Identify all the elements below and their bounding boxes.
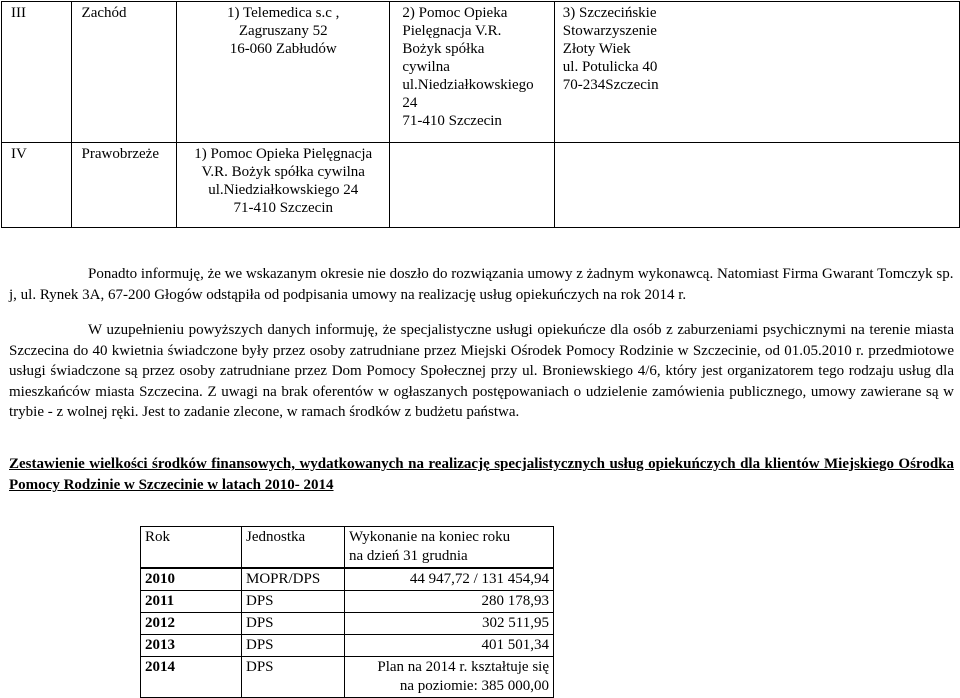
header-value <box>345 527 554 569</box>
value-line: Plan na 2014 r. kształtuje się <box>377 659 549 675</box>
provider-line: Bożyk spółka <box>402 41 485 57</box>
value-cell: 280 178,93 <box>345 591 554 613</box>
provider-line: 71-410 Szczecin <box>402 113 502 129</box>
provider-cell <box>177 2 390 143</box>
provider-line: 1) Telemedica s.c , <box>227 5 340 21</box>
provider-line: Zagruszany 52 <box>238 23 328 39</box>
provider-line: 16-060 Zabłudów <box>229 41 337 57</box>
provider-line: 1) Pomoc Opieka Pielęgnacja <box>194 146 373 162</box>
provider-cell <box>554 2 959 143</box>
provider-line: cywilna <box>402 59 450 75</box>
provider-line: 2) Pomoc Opieka <box>402 5 508 21</box>
provider-cell <box>390 2 554 143</box>
provider-line: 3) Szczecińskie <box>562 5 657 21</box>
provider-line: ul. Potulicka 40 <box>562 59 658 75</box>
header-year: Rok <box>141 527 242 569</box>
region-row <box>2 2 960 143</box>
unit-cell: DPS <box>242 657 345 698</box>
paragraph-contract-info: Ponadto informuję, że we wskazanym okresie nie doszło do rozwiązania umowy z żadnym wykonawcą. Natomiast Firma Gwarant Tomczyk sp. j, ul. Rynek 3A, 67-200 Głogów odstąpiła od podpisania umowy na realizację usług opiekuńczych na rok 2014 r. <box>9 266 954 303</box>
value-cell: 401 501,34 <box>345 635 554 657</box>
region-name: Prawobrzeże <box>71 143 177 228</box>
table-row <box>141 613 554 635</box>
table-row <box>141 635 554 657</box>
year-cell: 2014 <box>141 657 242 698</box>
summary-table <box>140 526 554 698</box>
year-cell: 2013 <box>141 635 242 657</box>
region-row <box>2 143 960 228</box>
summary-heading: Zestawienie wielkości środków finansowych, wydatkowanych na realizację specjalistycznych usług opiekuńczych dla klientów Miejskiego Ośrodka Pomocy Rodzinie w Szczecinie w latach 2010- 2014 <box>9 456 954 493</box>
provider-line: 70-234Szczecin <box>562 77 659 93</box>
summary-header-row <box>141 527 554 569</box>
header-value-line: Wykonanie na koniec roku <box>349 529 511 545</box>
header-unit: Jednostka <box>242 527 345 569</box>
region-number: IV <box>2 143 72 228</box>
providers-table <box>1 1 960 228</box>
value-cell <box>345 657 554 698</box>
table-row <box>141 568 554 591</box>
provider-line: ul.Niedziałkowskiego 24 <box>208 182 359 198</box>
value-cell: 44 947,72 / 131 454,94 <box>345 568 554 591</box>
provider-line: Złoty Wiek <box>562 41 631 57</box>
provider-line: Pielęgnacja V.R. <box>402 23 502 39</box>
provider-line: V.R. Bożyk spółka cywilna <box>201 164 365 180</box>
unit-cell: DPS <box>242 635 345 657</box>
year-cell: 2010 <box>141 568 242 591</box>
paragraph-specialist-services: W uzupełnieniu powyższych danych informuję, że specjalistyczne usługi opiekuńcze dla osób z zaburzeniami psychicznymi na terenie miasta Szczecina do 40 kwietnia świadczone były przez osoby zatrudniane przez Miejski Ośrodek Pomocy Rodzinie w Szczecinie, od 01.05.2010 r. przedmiotowe usługi świadczone są przez osoby zatrudniane przez Dom Pomocy Społecznej przy ul. Broniewskiego 4/6, który jest organizatorem tego rodzaju usług dla mieszkańców miasta Szczecina. Z uwagi na brak oferentów w ogłaszanych postępowaniach o udzielenie zamówienia publicznego, umowy zawierane są w trybie - z wolnej ręki. Jest to zadanie zlecone, w ramach środków z budżetu państwa. <box>9 322 954 420</box>
table-row <box>141 657 554 698</box>
unit-cell: MOPR/DPS <box>242 568 345 591</box>
year-cell: 2011 <box>141 591 242 613</box>
provider-line: ul.Niedziałkowskiego <box>402 77 534 93</box>
provider-line: 71-410 Szczecin <box>233 200 333 216</box>
provider-line: Stowarzyszenie <box>562 23 657 39</box>
unit-cell: DPS <box>242 591 345 613</box>
header-value-line: na dzień 31 grudnia <box>349 548 468 564</box>
region-name: Zachód <box>71 2 177 143</box>
unit-cell: DPS <box>242 613 345 635</box>
region-number: III <box>2 2 72 143</box>
value-line: na poziomie: 385 000,00 <box>399 678 549 694</box>
provider-cell-empty <box>554 143 959 228</box>
table-row <box>141 591 554 613</box>
provider-cell-empty <box>390 143 554 228</box>
year-cell: 2012 <box>141 613 242 635</box>
provider-cell <box>177 143 390 228</box>
provider-line: 24 <box>402 95 418 111</box>
value-cell: 302 511,95 <box>345 613 554 635</box>
